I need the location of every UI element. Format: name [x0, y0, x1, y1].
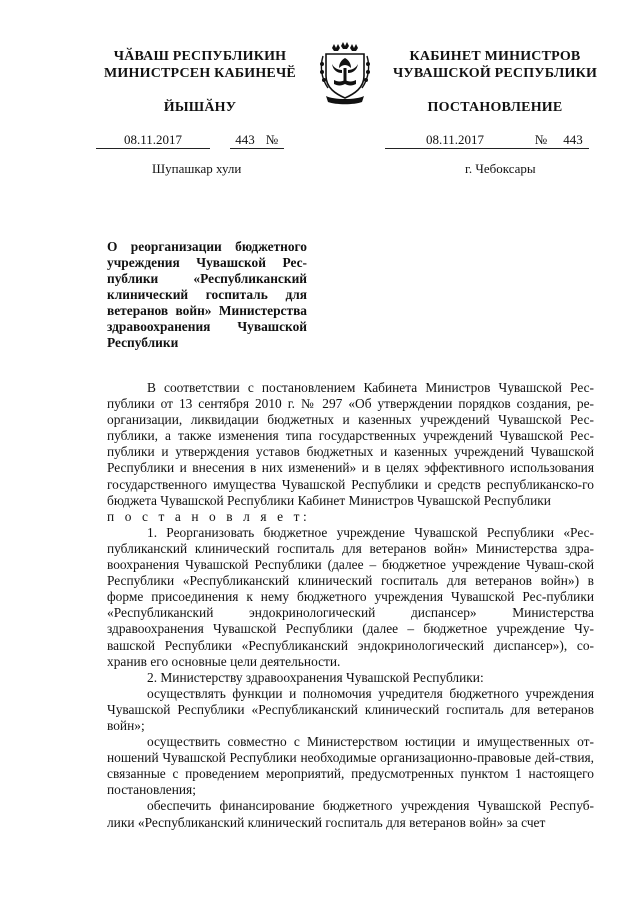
document-body: [107, 380, 594, 831]
body-paragraph-1: 1. Реорганизовать бюджетное учреждение Чувашской Республики «Рес-публиканский клинический госпиталь для ветеранов войн» Министерства здра-воохранения Чувашской Республики (далее – бюджетное учреждение Чуваш-ской Республики «Республиканский клинический госпиталь для ветеранов войн») в форме присоединения к нему бюджетного учреждения Чувашской Рес-публики «Республиканский эндокринологический диспансер» Министерства здравоохранения Чувашской Республики (далее – бюджетное учреждение Чу-вашской Республики «Республиканский эндокринологический диспансер»), со-хранив его основные цели деятельности.: [107, 524, 594, 669]
body-paragraph-2b: осуществить совместно с Министерством юстиции и имущественных от-ношений Чувашской Республики необходимые организационно-правовые дей-ствия, связанные с проведением мероприятий, предусмотренных пунктом 1 настоящего постановления;: [107, 734, 594, 798]
right-place: г. Чебоксары: [465, 161, 536, 176]
body-resolves: п о с т а н о в л я е т:: [107, 508, 311, 524]
left-doc-type: ЙЫШӐНУ: [163, 100, 237, 115]
right-number: 443: [557, 132, 589, 149]
right-number-sign: №: [525, 132, 557, 149]
left-number: 443: [230, 132, 260, 149]
right-date: 08.11.2017: [385, 132, 525, 149]
body-paragraph-2: 2. Министерству здравоохранения Чувашской Республики:: [147, 669, 484, 685]
left-org-line2: МИНИСТРСЕН КАБИНЕЧӖ: [104, 66, 296, 81]
left-number-sign: №: [260, 132, 284, 149]
header-left: [90, 48, 310, 116]
left-date: 08.11.2017: [96, 132, 210, 149]
header-right: [385, 48, 605, 116]
left-org-line1: ЧӐВАШ РЕСПУБЛИКИН: [113, 49, 287, 64]
right-date-number-line: [385, 132, 589, 148]
coat-of-arms-emblem: [318, 40, 372, 106]
body-paragraph-preamble: В соответствии с постановлением Кабинета Министров Чувашской Рес-публики от 13 сентября 2010 г. № 297 «Об утверждении порядков создания, ре-организации, ликвидации бюджетных и казенных учреждений Чувашской Рес-публики, а также изменения типа государственных учреждений Чувашской Рес-публики и утверждения уставов бюджетных и казенных учреждений Чувашской Республики и внесения в них изменений» и в целях эффективного использования государственного имущества Чувашской Республики и средств республиканско-го бюджета Чувашской Республики Кабинет Министров Чувашской Республики: [107, 380, 594, 508]
right-doc-type: ПОСТАНОВЛЕНИЕ: [427, 100, 563, 115]
right-org-line2: ЧУВАШСКОЙ РЕСПУБЛИКИ: [392, 66, 598, 81]
left-place: Шупашкар хули: [152, 161, 242, 176]
body-paragraph-2c: обеспечить финансирование бюджетного учреждения Чувашской Респуб-лики «Республиканский клинический госпиталь для ветеранов войн» за счет: [107, 798, 594, 830]
left-date-number-line: [96, 132, 284, 148]
body-paragraph-2a: осуществлять функции и полномочия учредителя бюджетного учреждения Чувашской Республики «Республиканский клинический госпиталь для ветеранов войн»;: [107, 685, 594, 733]
subject-title: О реорганизации бюджетного учреждения Чувашской Рес-публики «Республиканский клинический госпиталь для ветеранов войн» Министерства здравоохранения Чувашской Республики: [107, 239, 307, 350]
right-org-line1: КАБИНЕТ МИНИСТРОВ: [409, 49, 581, 64]
